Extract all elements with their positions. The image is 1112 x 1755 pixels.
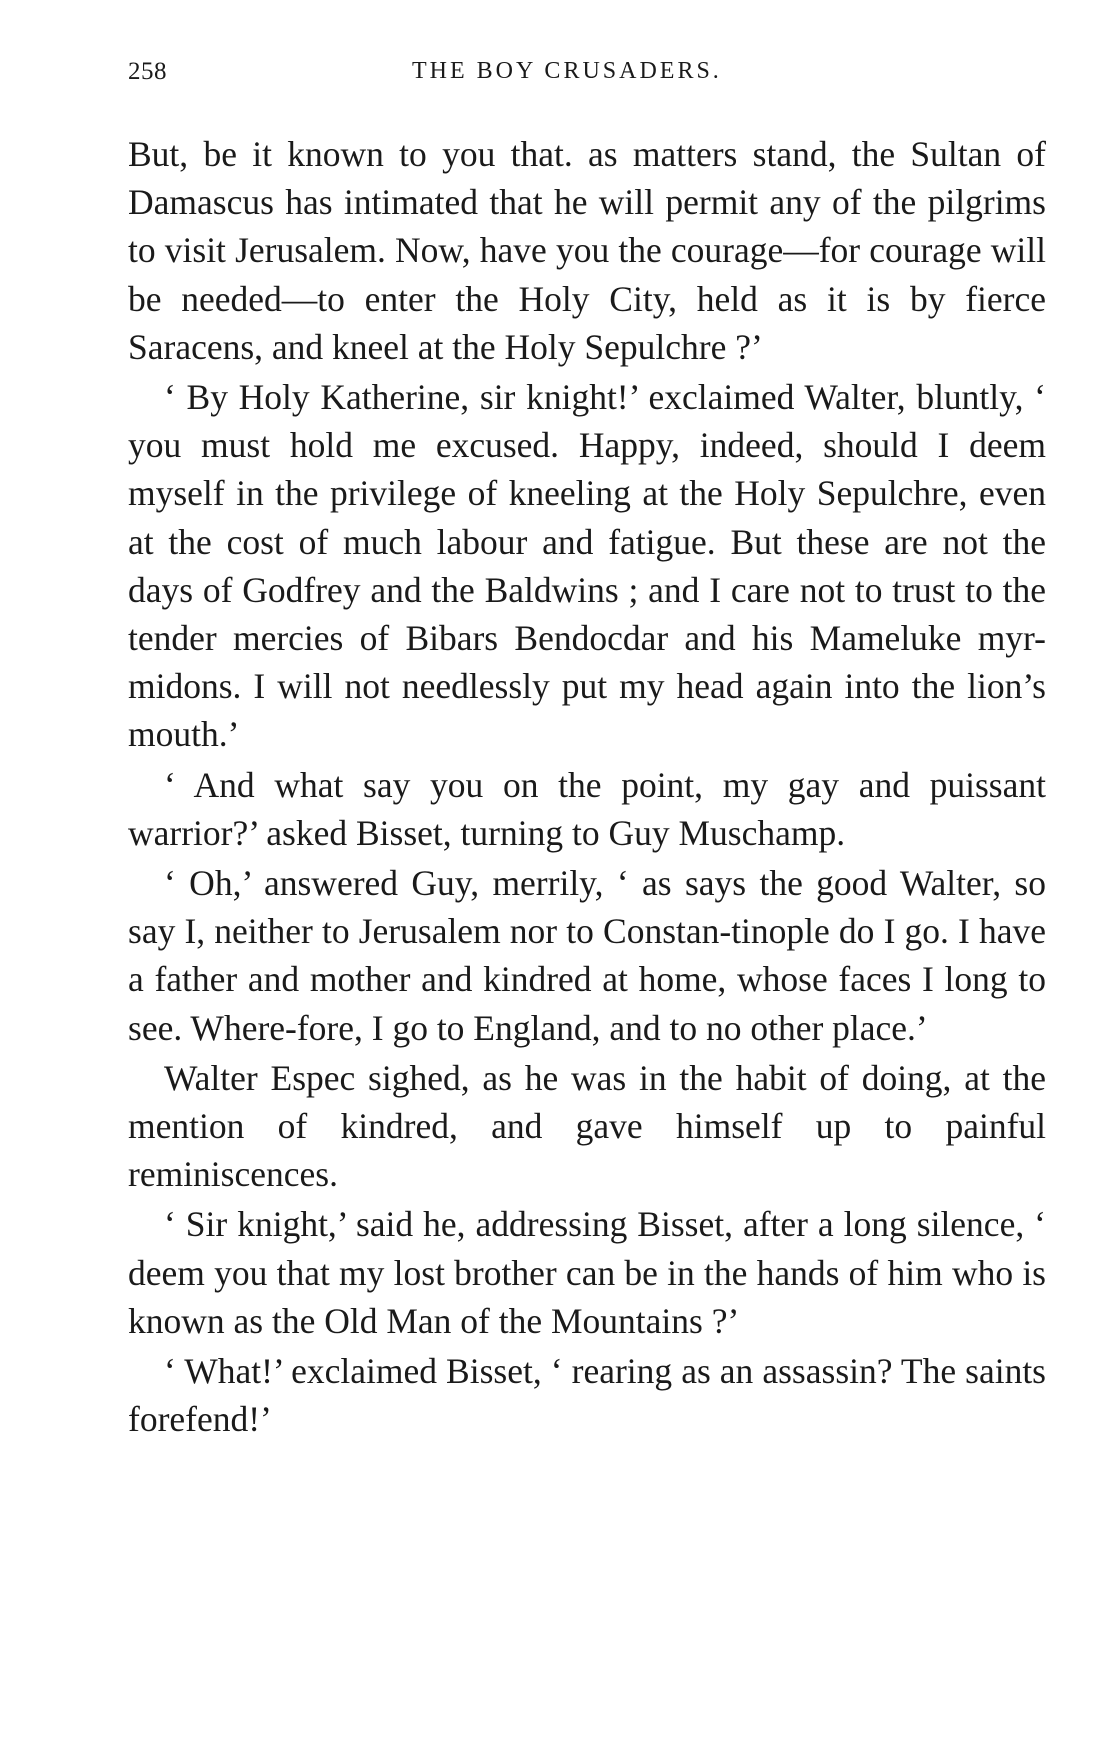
paragraph: ‘ Sir knight,’ said he, addressing Bisset, after a long silence, ‘ deem you that my lost brother can be in the hands of him who is known as the Old Man of the Mountains ?’ bbox=[128, 1204, 1046, 1341]
page-header bbox=[128, 58, 1046, 92]
running-title: THE BOY CRUSADERS. bbox=[412, 58, 722, 84]
body-text bbox=[128, 130, 1046, 1445]
paragraph: ‘ What!’ exclaimed Bisset, ‘ rearing as an assassin? The saints forefend!’ bbox=[128, 1351, 1046, 1440]
paragraph: ‘ Oh,’ answered Guy, merrily, ‘ as says the good Walter, so say I, neither to Jerusalem nor to Constan-tinople do I go. I have a father and mother and kindred at home, whose faces I long to see. Where-fore, I go to England, and to no other place.’ bbox=[128, 863, 1046, 1048]
paragraph: Walter Espec sighed, as he was in the habit of doing, at the mention of kindred, and gave himself up to painful reminiscences. bbox=[128, 1057, 1046, 1195]
paragraph: ‘ And what say you on the point, my gay and puissant warrior?’ asked Bisset, turning to Guy Muschamp. bbox=[128, 764, 1046, 853]
page-number: 258 bbox=[128, 58, 167, 85]
paragraph: But, be it known to you that. as matters stand, the Sultan of Damascus has intimated that he will permit any of the pilgrims to visit Jerusalem. Now, have you the courage—for courage will be needed—to enter the Holy City, held as it is by fierce Saracens, and kneel at the Holy Sepulchre ?’ bbox=[128, 134, 1046, 367]
paragraph: ‘ By Holy Katherine, sir knight!’ exclaimed Walter, bluntly, ‘ you must hold me excused. Happy, indeed, should I deem myself in the privilege of kneeling at the Holy Sepulchre, even at the cost of much labour and fatigue. But these are not the days of Godfrey and the Baldwins ; and I care not to trust to the tender mercies of Bibars Bendocdar and his Mameluke myr-midons. I will not needlessly put my head again into the lion’s mouth.’ bbox=[128, 377, 1046, 755]
